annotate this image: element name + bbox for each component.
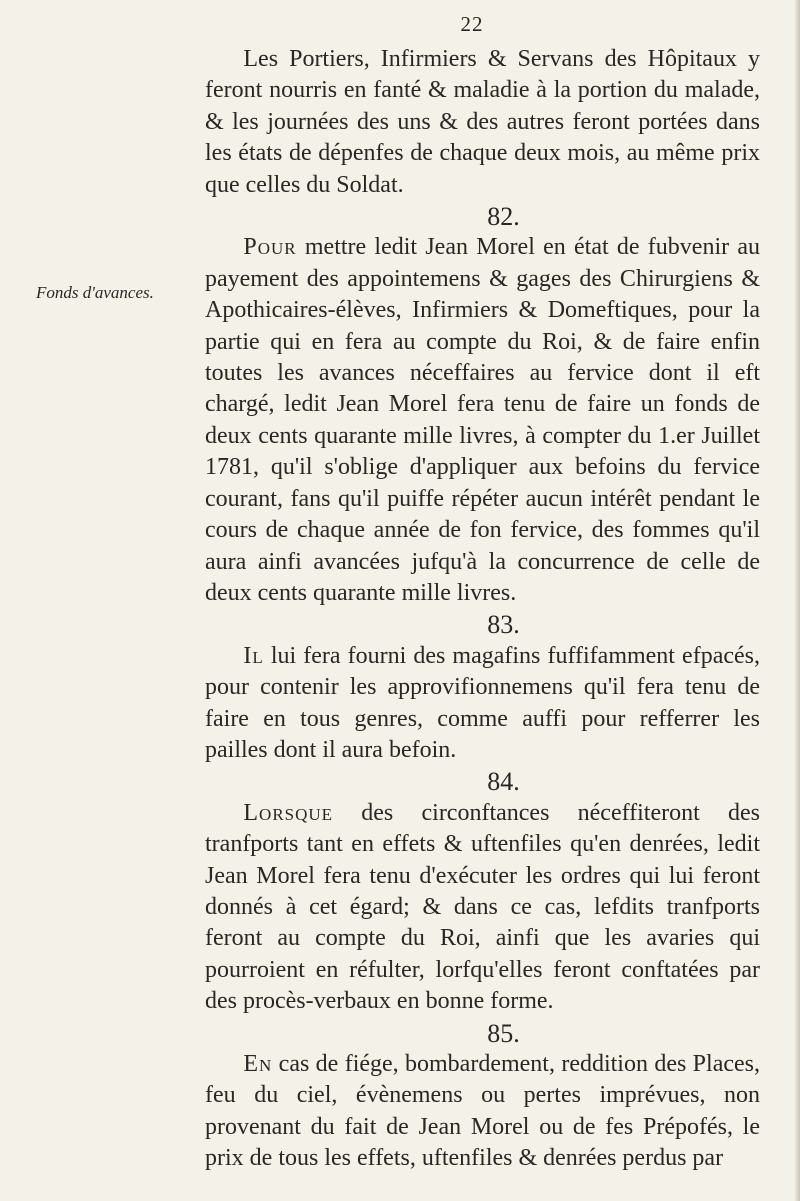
intro-paragraph: Les Portiers, Infirmiers & Servans des Hôpitaux y feront nourris en fanté & maladie à la portion du malade, & les journées des uns & des autres feront portées dans les états de dépenfes de chaque deux mois, au même prix que celles du Soldat. [205, 46, 760, 198]
section-83-lead: Il [243, 642, 264, 669]
section-85-paragraph [205, 1049, 760, 1175]
page-number: 22 [460, 12, 484, 36]
section-82-lead: Pour [243, 234, 297, 261]
section-number-84: 84. [487, 767, 520, 797]
section-number-82: 82. [487, 202, 520, 232]
section-83-text: lui fera fourni des magafins fuffifamment efpacés, pour contenir les approvifionnemens qu'il fera tenu de faire en tous genres, comme auffi pour refferrer les pailles dont il aura befoin. [205, 642, 760, 763]
section-83-paragraph [205, 641, 760, 767]
section-85-text: cas de fiége, bombardement, reddition des Places, feu du ciel, évènemens ou pertes imprévues, non provenant du fait de Jean Morel ou de fes Prépofés, le prix de tous les effets, uftenfiles & denrées perdus par [205, 1051, 760, 1172]
section-84-text: des circonftances néceffiteront des tranfports tant en effets & uftenfiles qu'en denrées, ledit Jean Morel fera tenu d'exécuter les ordres qui lui feront donnés à cet égard; & dans ce cas, lefdits tranfports feront au compte du Roi, ainfi que les avaries qui pourroient en réfulter, lorfqu'elles feront conftatées par des procès-verbaux en bonne forme. [205, 799, 760, 1015]
margin-note: Fonds d'avances. [36, 283, 154, 302]
section-84-lead: Lorsque [243, 799, 334, 826]
page-edge-shadow [794, 0, 800, 1201]
section-85-lead: En [243, 1051, 273, 1077]
section-number-85: 85. [487, 1018, 520, 1048]
section-82-paragraph [205, 232, 760, 609]
section-84-paragraph [205, 798, 760, 1018]
section-number-83: 83. [487, 610, 520, 640]
body-text [205, 44, 760, 1175]
section-82-text: mettre ledit Jean Morel en état de fubvenir au payement des appointemens & gages des Chirurgiens & Apothicaires-élèves, Infirmiers & Domeftiques, pour la partie qui en fera au compte du Roi, & de faire enfin toutes les avances néceffaires au fervice dont il eft chargé, ledit Jean Morel fera tenu de faire un fonds de deux cents quarante mille livres, à compter du 1.er Juillet 1781, qu'il s'oblige d'appliquer aux befoins du fervice courant, fans qu'il puiffe répéter aucun intérêt pendant le cours de chaque année de fon fervice, des fommes qu'il aura ainfi avancées jufqu'à la concurrence de celle de deux cents quarante mille livres. [205, 234, 760, 606]
